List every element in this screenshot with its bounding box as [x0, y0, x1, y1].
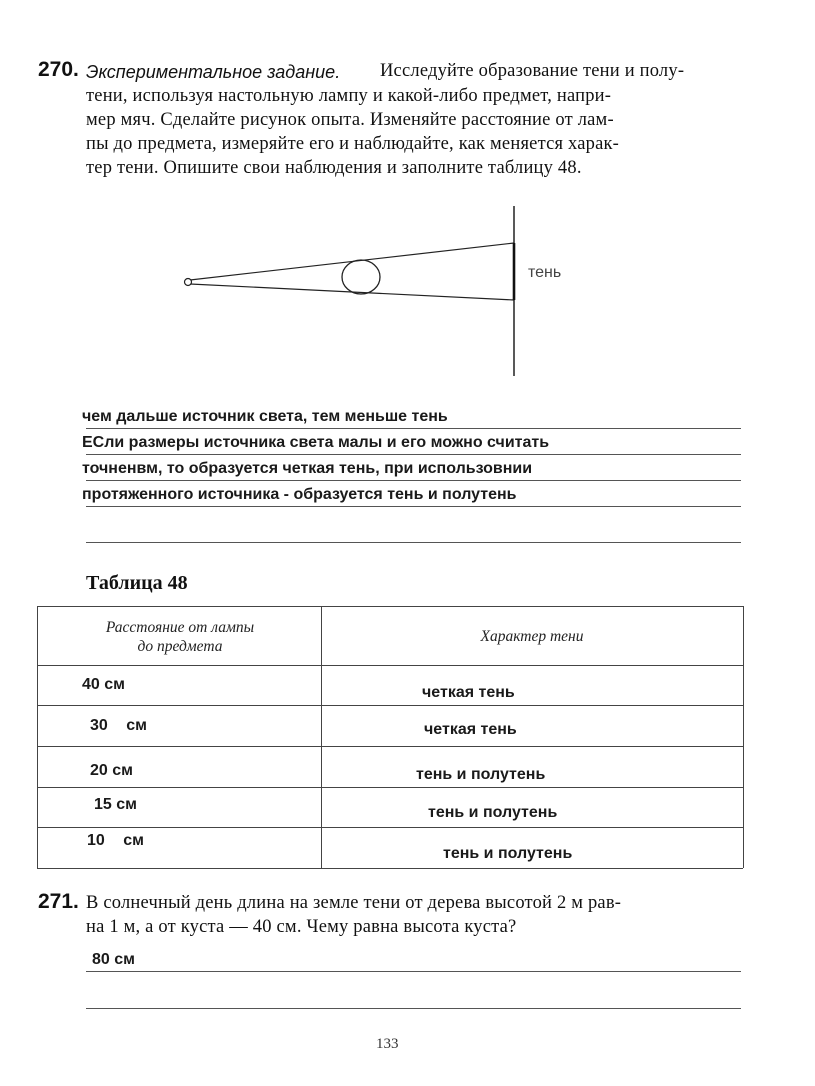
- shadow-label: тень: [528, 264, 562, 281]
- task-270-line-5: тер тени. Опишите свои наблюдения и заполните таблицу 48.: [86, 158, 582, 178]
- lamp-source: [185, 279, 192, 286]
- table-48-title: Таблица 48: [86, 572, 188, 594]
- writing-rule: [86, 480, 741, 481]
- task-270-title: Экспериментальное задание.: [86, 62, 341, 82]
- answer-line-3: точненвм, то образуется четкая тень, при использовнии: [82, 460, 533, 477]
- writing-rule: [86, 542, 741, 543]
- ball: [342, 260, 380, 294]
- writing-rule: [86, 1008, 741, 1009]
- task-270-line-4: пы до предмета, измеряйте его и наблюдайте, как меняется харак-: [86, 134, 620, 154]
- task-271-answer: 80 см: [92, 951, 135, 968]
- answer-line-1: чем дальше источник света, тем меньше тень: [82, 408, 448, 425]
- row-3-shadow: тень и полутень: [416, 766, 546, 783]
- writing-rule: [86, 971, 741, 972]
- writing-rule: [86, 428, 741, 429]
- answer-line-2: ЕСли размеры источника света малы и его можно считать: [82, 434, 550, 451]
- writing-rule: [86, 454, 741, 455]
- row-5-distance: 10 см: [87, 832, 144, 849]
- task-270-line-2: тени, используя настольную лампу и какой-либо предмет, напри-: [86, 86, 612, 106]
- row-5-shadow: тень и полутень: [443, 845, 573, 862]
- row-2-distance: 30 см: [90, 717, 147, 734]
- page-number: 133: [376, 1036, 399, 1052]
- row-1-shadow: четкая тень: [422, 684, 515, 701]
- header-distance: Расстояние от лампы до предмета: [105, 619, 255, 655]
- experiment-drawing: [0, 0, 815, 400]
- task-271-line-1: В солнечный день длина на земле тени от дерева высотой 2 м рав-: [86, 893, 622, 913]
- row-3-distance: 20 см: [90, 762, 133, 779]
- answer-line-4: протяженного источника - образуется тень и полутень: [82, 486, 517, 503]
- task-270-number: 270.: [38, 58, 79, 81]
- task-271-line-2: на 1 м, а от куста — 40 см. Чему равна высота куста?: [86, 917, 517, 937]
- writing-rule: [86, 506, 741, 507]
- header-shadow: Характер тени: [480, 628, 584, 645]
- row-4-distance: 15 см: [94, 796, 137, 813]
- task-270-line-3: мер мяч. Сделайте рисунок опыта. Изменяйте расстояние от лам-: [86, 110, 614, 130]
- row-2-shadow: четкая тень: [424, 721, 517, 738]
- task-271-number: 271.: [38, 890, 79, 913]
- task-270-line-1: Исследуйте образование тени и полу-: [380, 61, 685, 81]
- row-1-distance: 40 см: [82, 676, 125, 693]
- row-4-shadow: тень и полутень: [428, 804, 558, 821]
